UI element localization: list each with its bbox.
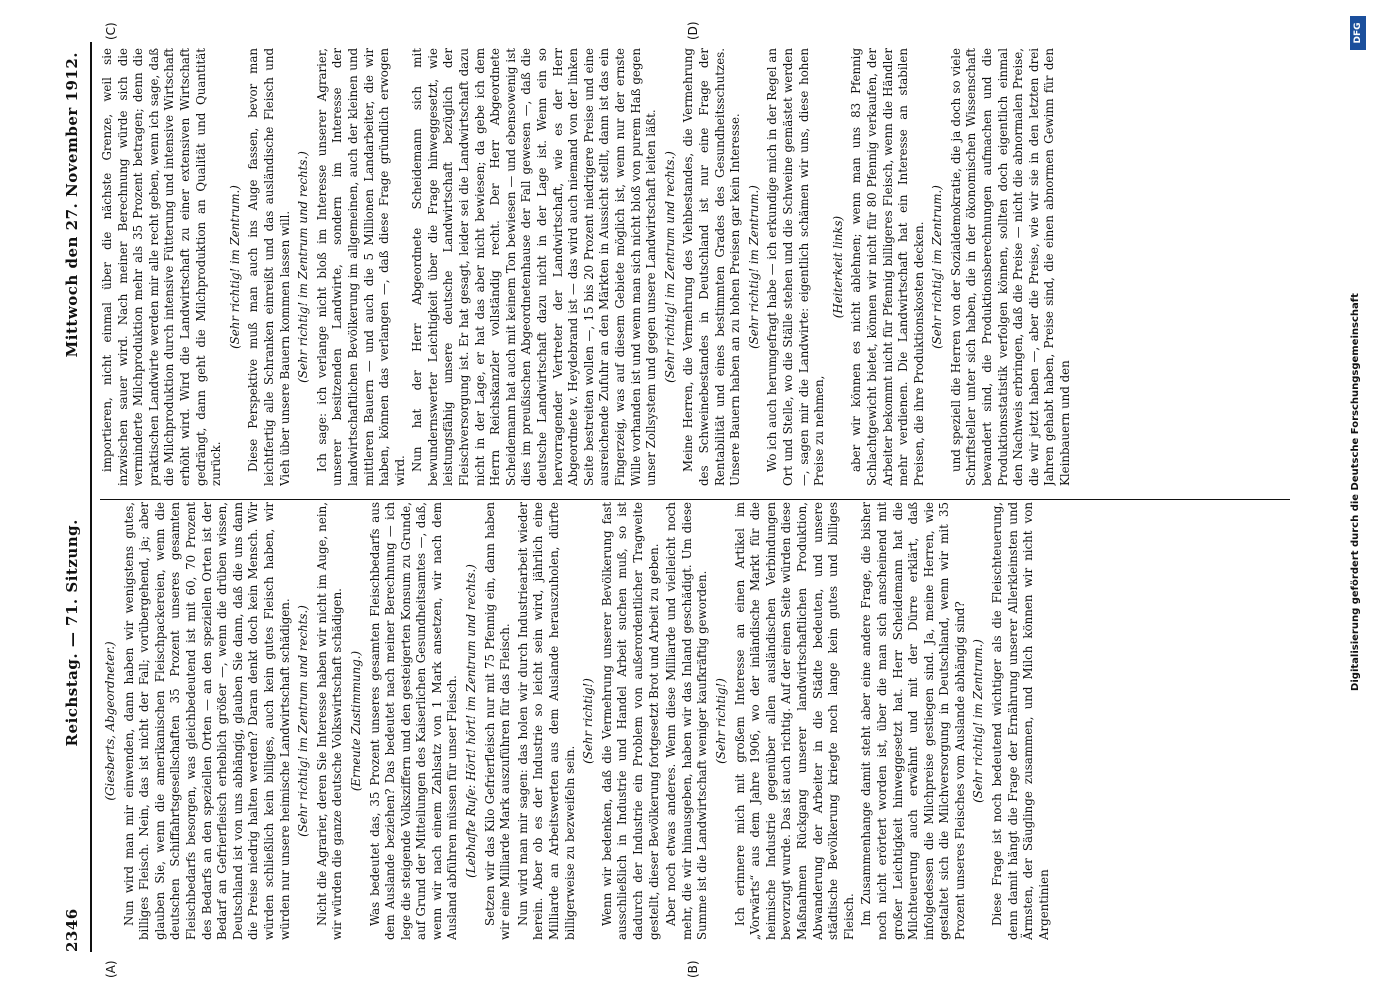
margin-marker-c: (C) [104,22,118,40]
page-header [58,52,86,952]
paragraph: Nun wird man mir einwenden, dann haben wir wenigstens gutes, billiges Fleisch. Nein, das ist nicht der Fall; vorübergehend, ja; aber glauben Sie, wenn die amerikanischen Fleischpackereien, wenn die deutschen Schiffahrtsgesellschaften 35 Prozent unseres gesamten Fleischbedarfs besorgen, was gleichbedeutend ist mit 60, 70 Prozent des Bedarfs an den speziellen Orten — an den speziellen Orten ist der Bedarf an Gefrierfleisch erheblich größer —, wenn die drüben wissen, Deutschland ist von uns abhängig, glauben Sie dann, daß die uns dann die Preise niedrig halten werden? Daran denkt doch kein Mensch. Wir würden schließlich kein billiges, auch kein gutes Fleisch haben, wir würden nur unsere heimische Landwirtschaft schädigen. [121,502,292,940]
paragraph: Setzen wir das Kilo Gefrierfleisch nur mit 75 Pfennig ein, dann haben wir eine Milliarde Mark auszuführen für das Fleisch. [482,502,513,940]
margin-marker-a: (A) [104,960,118,978]
column-divider [100,499,1290,500]
session-title: Reichstag. — 71. Sitzung. [63,519,81,747]
interjection: (Sehr richtig! im Zentrum und rechts.) [662,151,677,383]
interjection: (Erneute Zustimmung.) [348,650,363,792]
interjection: (Sehr richtig!) [581,678,596,764]
paragraph: Was bedeutet das, 35 Prozent unseres gesamten Fleischbedarfs aus dem Auslande beziehen? Das bedeutet nach meiner Berechnung — ich lege die steigende Volksziffern und den gesteigerten Konsum zu Grunde, auf Grund der Mitteilungen des Kaiserlichen Gesundheitsamtes —, daß, wenn wir nach einem Zahlsatz von 1 Mark ansetzen, wir nach dem Ausland abführen müssen für unser Fleisch. [367,502,460,940]
interjection: (Heiterkeit links) [830,215,845,319]
paragraph: Wo ich auch herumgefragt habe — ich erkundige mich in der Regel an Ort und Stelle, wo die Ställe stehen und die Schweine gemästet werden —, sagen mir die Landwirte: eigentlich schämen wir uns, diese hohen Preise zu nehmen, [765,48,827,486]
left-text-column [100,502,1295,940]
paragraph: Nun hat der Herr Abgeordnete Scheidemann sich mit bewundernswerter Leichtigkeit über die Frage hinweggesetzt, wie leistungsfähig unsere deutsche Landwirtschaft bezüglich der Fleischversorgung ist. Er hat gesagt, leider sei die Landwirtschaft dazu nicht in der Lage, er hat das aber nicht bewiesen; da gebe ich dem Herrn Reichskanzler vollständig recht. Der Herr Abgeordnete Scheidemann hat auch mit keinem Ton bewiesen — und ebensowenig ist dies im preußischen Abgeordnetenhause der Fall gewesen —, daß die deutsche Landwirtschaft dazu nicht in der Lage ist. Wenn ein so hervorragender Vertreter der Landwirtschaft, wie es der Herr Abgeordnete v. Heydebrand ist — das wird auch niemand von der linken Seite bestreiten wollen —, 15 bis 20 Prozent niedrigere Preise und eine ausreichende Zufuhr an den Märkten in Aussicht stellt, dann ist das ein Fingerzeig, was auf diesem Gebiete möglich ist, wenn nur der ernste Wille vorhanden ist und wenn man sich nicht bloß von purem Haß gegen unser Zollsystem und gegen unsere Landwirtschaft leiten läßt. [410,48,659,486]
right-text-column [100,48,1295,486]
paragraph: Ich erinnere mich mit großem Interesse an einen Artikel im „Vorwärts“ aus dem Jahre 1906, wo der inländische Markt für die heimische Industrie gegenüber allen ausländischen Verbindungen bevorzugt wurde. Das ist auch richtig. Auf der einen Seite würden diese Maßnahmen Rückgang unserer landwirtschaftlichen Produktion, Abwanderung der Arbeiter in die Städte bedeuten, und unsere städtische Bevölkerung kriegte noch lange kein gutes und billiges Fleisch. [732,502,856,940]
interjection: (Sehr richtig! im Zentrum.) [746,185,761,349]
page-number: 2346 [63,908,81,952]
interjection: (Sehr richtig!) [713,678,728,764]
interjection: (Sehr richtig! im Zentrum und rechts.) [296,151,311,383]
interjection: (Sehr richtig! im Zentrum und rechts.) [296,605,311,837]
paragraph: und speziell die Herren von der Sozialdemokratie, die ja doch so viele Schriftsteller unter sich haben, die in der ökonomischen Wissenschaft bewandert sind, die Produktionsberechnungen aufmachen und die Produktionsstatistik verfolgen können, sollten doch eigentlich einmal den Nachweis erbringen, daß die Preise — nicht die abnormalen Preise, die wir jetzt haben —, aber die Preise, wie wir sie in den letzten drei Jahren gehabt haben, Preise sind, die einen abnormen Gewinn für den Kleinbauern und den [948,48,1073,486]
paragraph: Diese Perspektive muß man auch ins Auge fassen, bevor man leichtfertig alle Schranken einreißt und das ausländische Fleisch und Vieh über unsere Bauern kommen lassen will. [246,48,292,486]
paragraph: Wenn wir bedenken, daß die Vermehrung unserer Bevölkerung fast ausschließlich in Industrie und Handel Arbeit suchen muß, so ist dadurch der Industrie ein Problem von außerordentlicher Tragweite gestellt, dieser Bevölkerung fortgesetzt Brot und Arbeit zu geben. [599,502,661,940]
speaker-label: (Giesberts, Abgeordneter.) [103,641,117,801]
interjection: (Sehr richtig! im Zentrum.) [971,639,986,803]
paragraph: importieren, nicht einmal über die nächste Grenze, weil sie inzwischen sauer wird. Nach meiner Berechnung würde sich die verminderte Milchproduktion mehr als 35 Prozent betragen; denn die praktischen Landwirte werden mir alle recht geben, wenn ich sage, daß die Milchproduktion durch intensive Fütterung und intensive Wirtschaft erhöht wird. Wird die Landwirtschaft zu einer extensiven Wirtschaft gedrängt, dann geht die Milchproduktion an Qualität und Quantität zurück. [100,48,224,486]
paragraph: Nicht die Agrarier, deren Sie Interesse haben wir nicht im Auge, nein, wir würden die ganze deutsche Volkswirtschaft schädigen. [314,502,345,940]
interjection: (Lebhafte Rufe: Hört! hört! im Zentrum und rechts.) [464,564,479,878]
paragraph: Aber noch etwas anderes. Wenn diese Milliarde und vielleicht noch mehr, die wir hinausgeben, haben wir das Inland geschädigt. Um diese Summe ist die Landwirtschaft weniger kaufkräftig geworden. [664,502,710,940]
header-rule [90,42,92,952]
session-date: Mittwoch den 27. November 1912. [63,52,81,358]
paragraph: Meine Herren, die Vermehrung des Viehbestandes, die Vermehrung des Schweinebestandes in Deutschland ist nur eine Frage der Rentabilität und eines bestimmten Grades des Gesundheitsschutzes. Unsere Bauern haben an zu hohen Preisen gar kein Interesse. [681,48,743,486]
paragraph: aber wir können es nicht ablehnen; wenn man uns 83 Pfennig Schlachtgewicht bietet, können wir nicht für 80 Pfennig verkaufen, der Arbeiter bekommt nicht für Pfennig billigeres Fleisch, wenn die Händler mehr verdienen. Die Landwirtschaft hat ein Interesse an stabilen Preisen, die ihre Produktionskosten decken. [849,48,926,486]
interjection: (Sehr richtig! im Zentrum.) [930,185,945,349]
interjection: (Sehr richtig! im Zentrum.) [227,185,242,349]
paragraph: Nun wird man mir sagen: das holen wir durch Industriearbeit wieder herein. Aber ob es der Industrie so leicht sein wird, jährlich eine Milliarde an Arbeitswerten aus dem Auslande herauszuholen, dürfte billigerweise zu bezweifeln sein. [515,502,577,940]
digitization-note: Digitalisierung gefördert durch die Deutsche Forschungsgemeinschaft [1350,293,1361,691]
margin-marker-d: (D) [686,21,700,40]
margin-marker-b: (B) [686,960,700,978]
dfg-logo: DFG [1350,16,1366,50]
paragraph: Im Zusammenhange damit steht aber eine andere Frage, die bisher noch nicht erörtert worden ist, über die man sich anscheinend mit großer Leichtigkeit hinweggesetzt hat. Herr Scheidemann hat die Milchteuerung auch erwähnt und mit der Dürre erklärt, daß infolgedessen die Milchpreise gestiegen sind. Ja, meine Herren, wie gestaltet sich die Milchversorgung in Deutschland, wenn wir mit 35 Prozent unseres Fleisches vom Auslande abhängig sind? [859,502,967,940]
paragraph: Ich sage: ich verlange nicht bloß im Interesse unserer Agrarier, unserer besitzenden Landwirte, sondern im Interesse der landwirtschaftlichen Bevölkerung im allgemeinen, auch der kleinen und mittleren Bauern — und auch die 5 Millionen Landarbeiter, die wir haben, können das verlangen —, daß diese Frage gründlich erwogen wird. [314,48,407,486]
paragraph: Diese Frage ist noch bedeutend wichtiger als die Fleischteuerung, denn damit hängt die Frage der Ernährung unserer Allerkleinsten und Ärmsten, der Säuglinge zusammen, und Milch können wir nicht von Argentinien [990,502,1051,940]
